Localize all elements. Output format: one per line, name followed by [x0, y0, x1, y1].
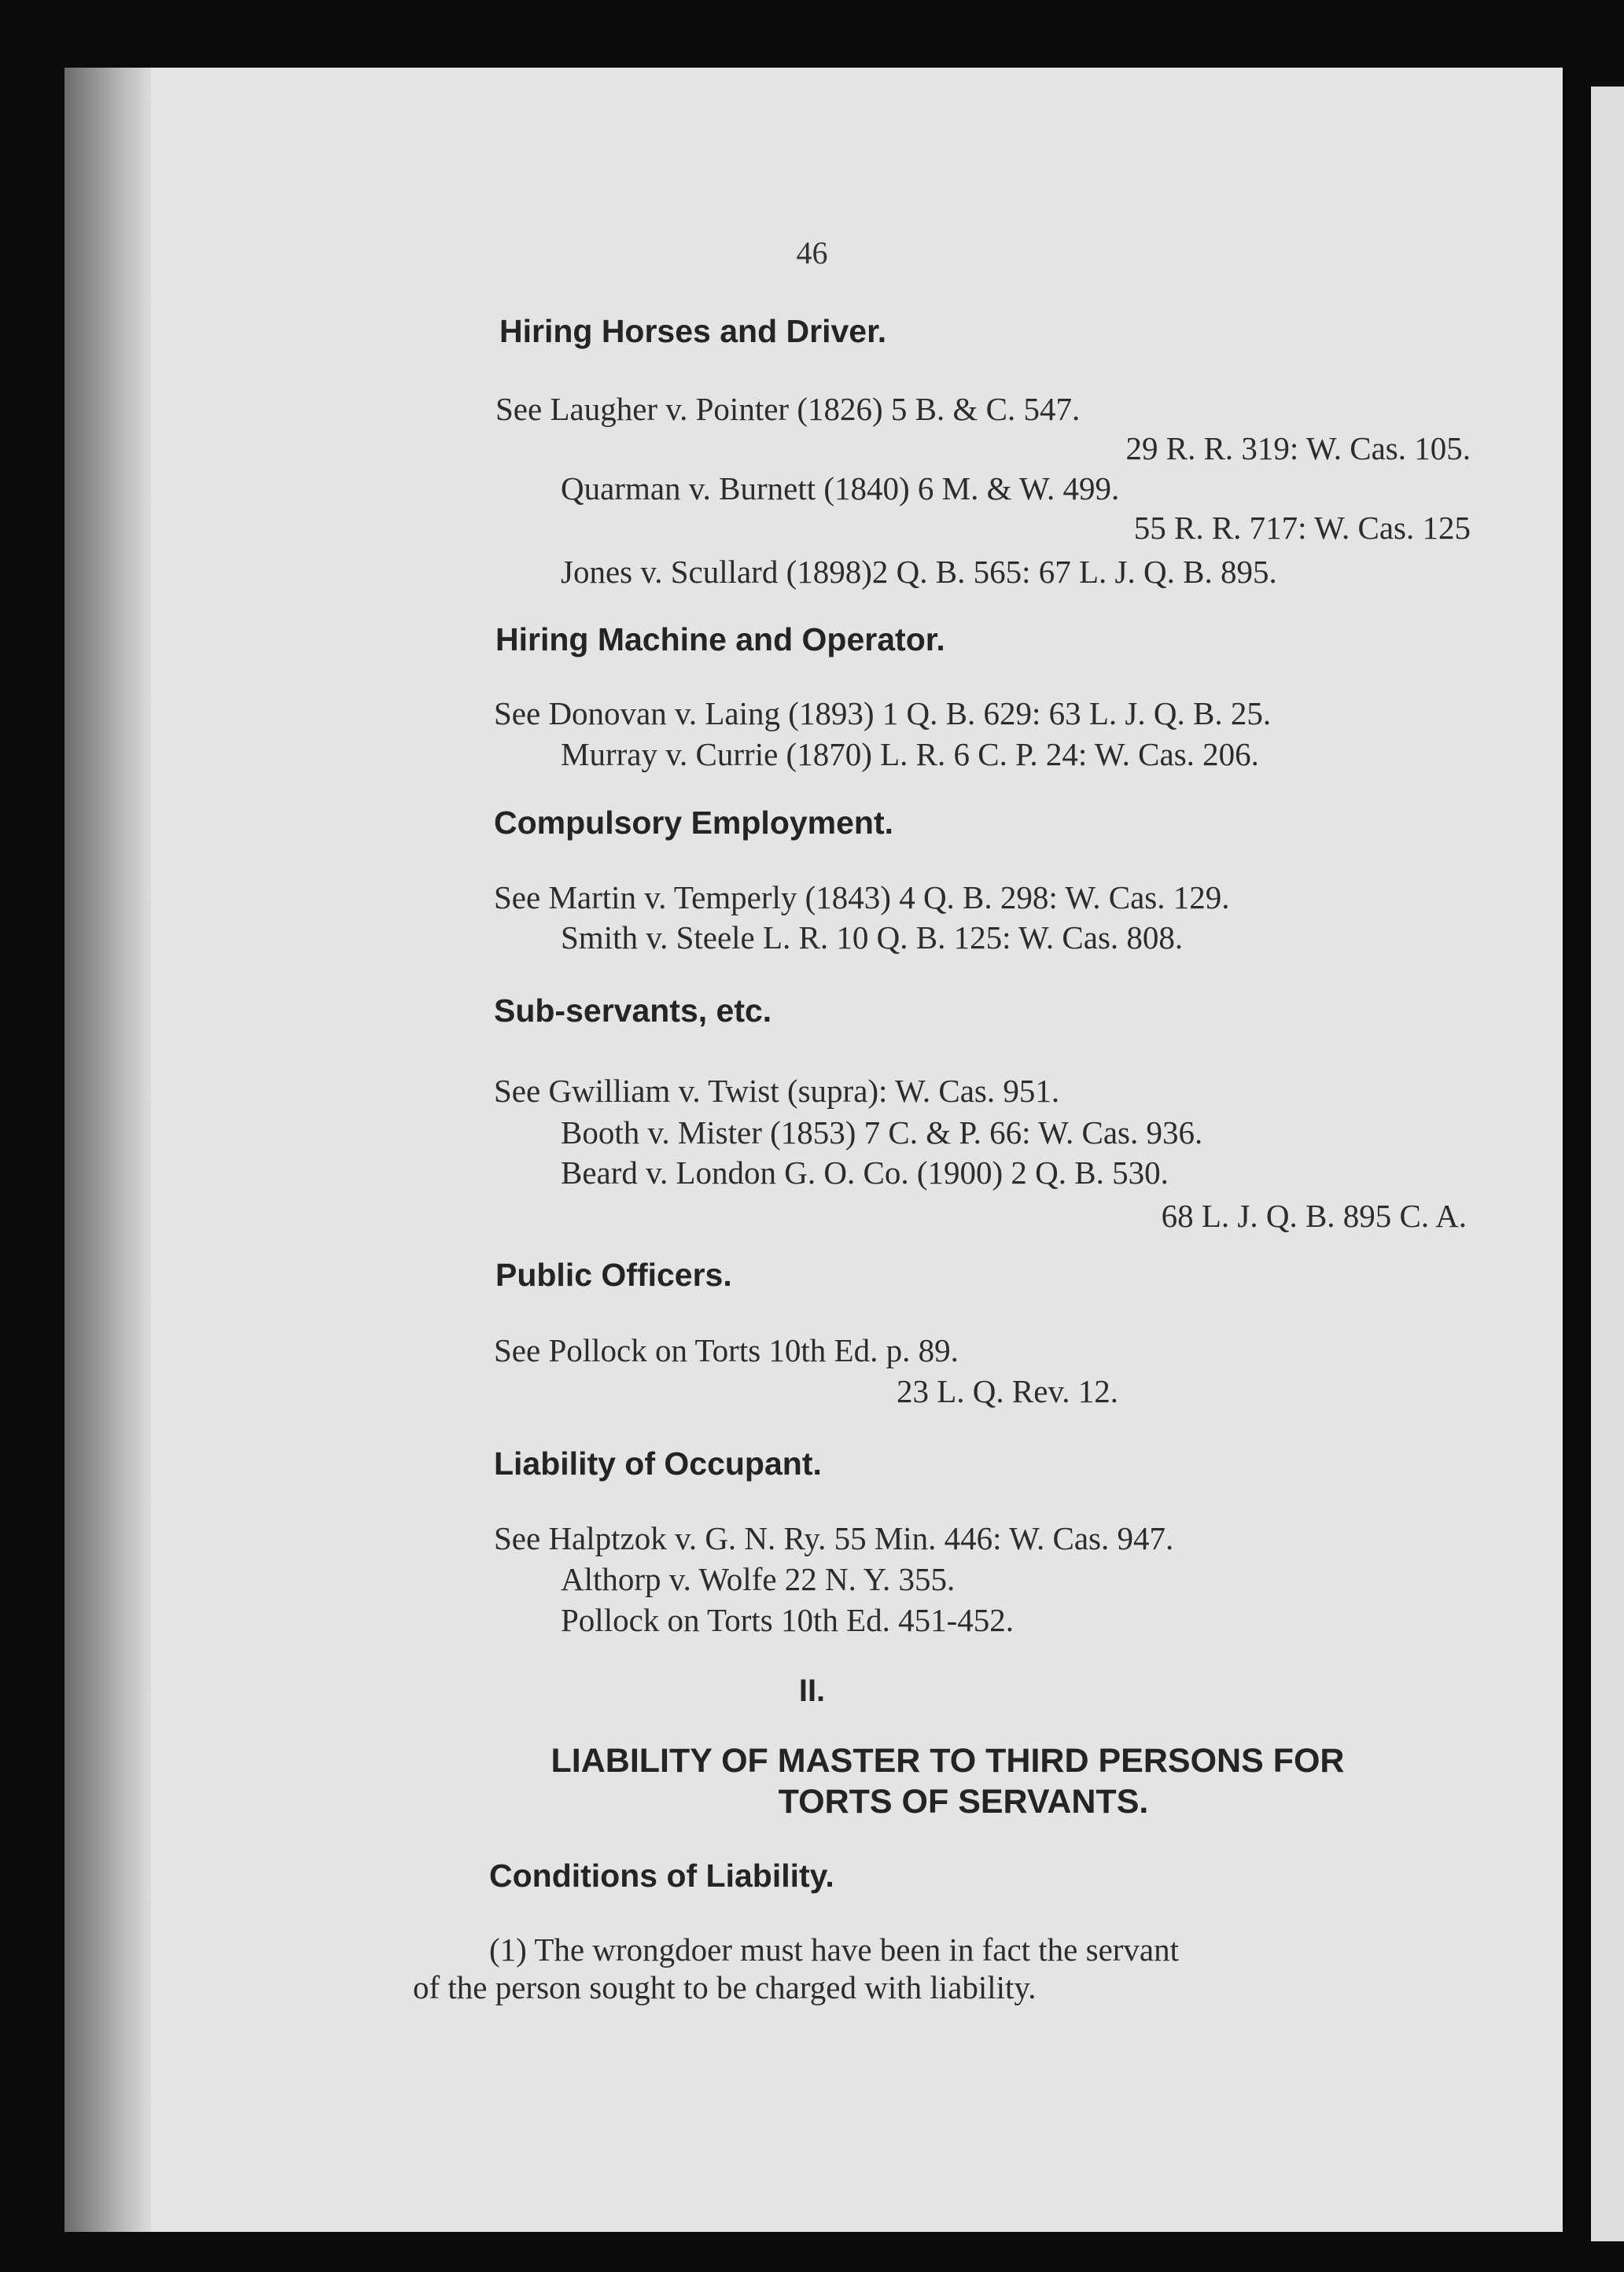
paragraph-line-2: of the person sought to be charged with liability. — [413, 1969, 1037, 2005]
citation-line: 29 R. R. 319: W. Cas. 105. — [1125, 430, 1471, 466]
part-title-line-1: LIABILITY OF MASTER TO THIRD PERSONS FOR — [551, 1742, 1345, 1780]
citation-line: Murray v. Currie (1870) L. R. 6 C. P. 24: W. Cas. 206. — [561, 736, 1259, 772]
page-number: 46 — [796, 235, 828, 271]
citation-line: See Laugher v. Pointer (1826) 5 B. & C. 547. — [495, 391, 1081, 427]
citation-line: Booth v. Mister (1853) 7 C. & P. 66: W. Cas. 936. — [561, 1114, 1203, 1151]
part-title-line-2: TORTS OF SERVANTS. — [778, 1783, 1149, 1821]
part-number: II. — [798, 1674, 826, 1708]
heading-hiring-machine: Hiring Machine and Operator. — [495, 621, 945, 657]
heading-public-officers: Public Officers. — [495, 1257, 732, 1293]
citation-line: Smith v. Steele L. R. 10 Q. B. 125: W. Cas. 808. — [561, 919, 1184, 956]
citation-line: See Pollock on Torts 10th Ed. p. 89. — [494, 1332, 959, 1368]
heading-sub-servants: Sub-servants, etc. — [494, 992, 772, 1029]
citation-line: Jones v. Scullard (1898)2 Q. B. 565: 67 L. J. Q. B. 895. — [561, 554, 1277, 590]
citation-line: 68 L. J. Q. B. 895 C. A. — [1161, 1198, 1467, 1234]
paragraph-line-1: (1) The wrongdoer must have been in fact the servant — [489, 1931, 1180, 1968]
citation-line: See Halptzok v. G. N. Ry. 55 Min. 446: W. Cas. 947. — [494, 1520, 1174, 1556]
citation-line: See Donovan v. Laing (1893) 1 Q. B. 629: 63 L. J. Q. B. 25. — [494, 695, 1272, 731]
citation-line: 23 L. Q. Rev. 12. — [897, 1373, 1119, 1409]
heading-hiring-horses: Hiring Horses and Driver. — [499, 313, 887, 349]
citation-line: Althorp v. Wolfe 22 N. Y. 355. — [561, 1561, 956, 1597]
citation-line: See Martin v. Temperly (1843) 4 Q. B. 298: W. Cas. 129. — [494, 879, 1230, 915]
citation-line: 55 R. R. 717: W. Cas. 125 — [1133, 510, 1471, 546]
citation-line: See Gwilliam v. Twist (supra): W. Cas. 951. — [494, 1073, 1060, 1109]
citation-line: Beard v. London G. O. Co. (1900) 2 Q. B. 530. — [561, 1154, 1169, 1191]
heading-liability-of-occupant: Liability of Occupant. — [494, 1445, 822, 1482]
heading-conditions-of-liability: Conditions of Liability. — [489, 1858, 834, 1894]
page-gutter-shadow — [64, 68, 151, 2232]
adjacent-page-edge — [1591, 87, 1624, 2241]
citation-line: Pollock on Torts 10th Ed. 451-452. — [561, 1602, 1015, 1638]
heading-compulsory-employment: Compulsory Employment. — [494, 805, 894, 841]
citation-line: Quarman v. Burnett (1840) 6 M. & W. 499. — [561, 470, 1120, 506]
